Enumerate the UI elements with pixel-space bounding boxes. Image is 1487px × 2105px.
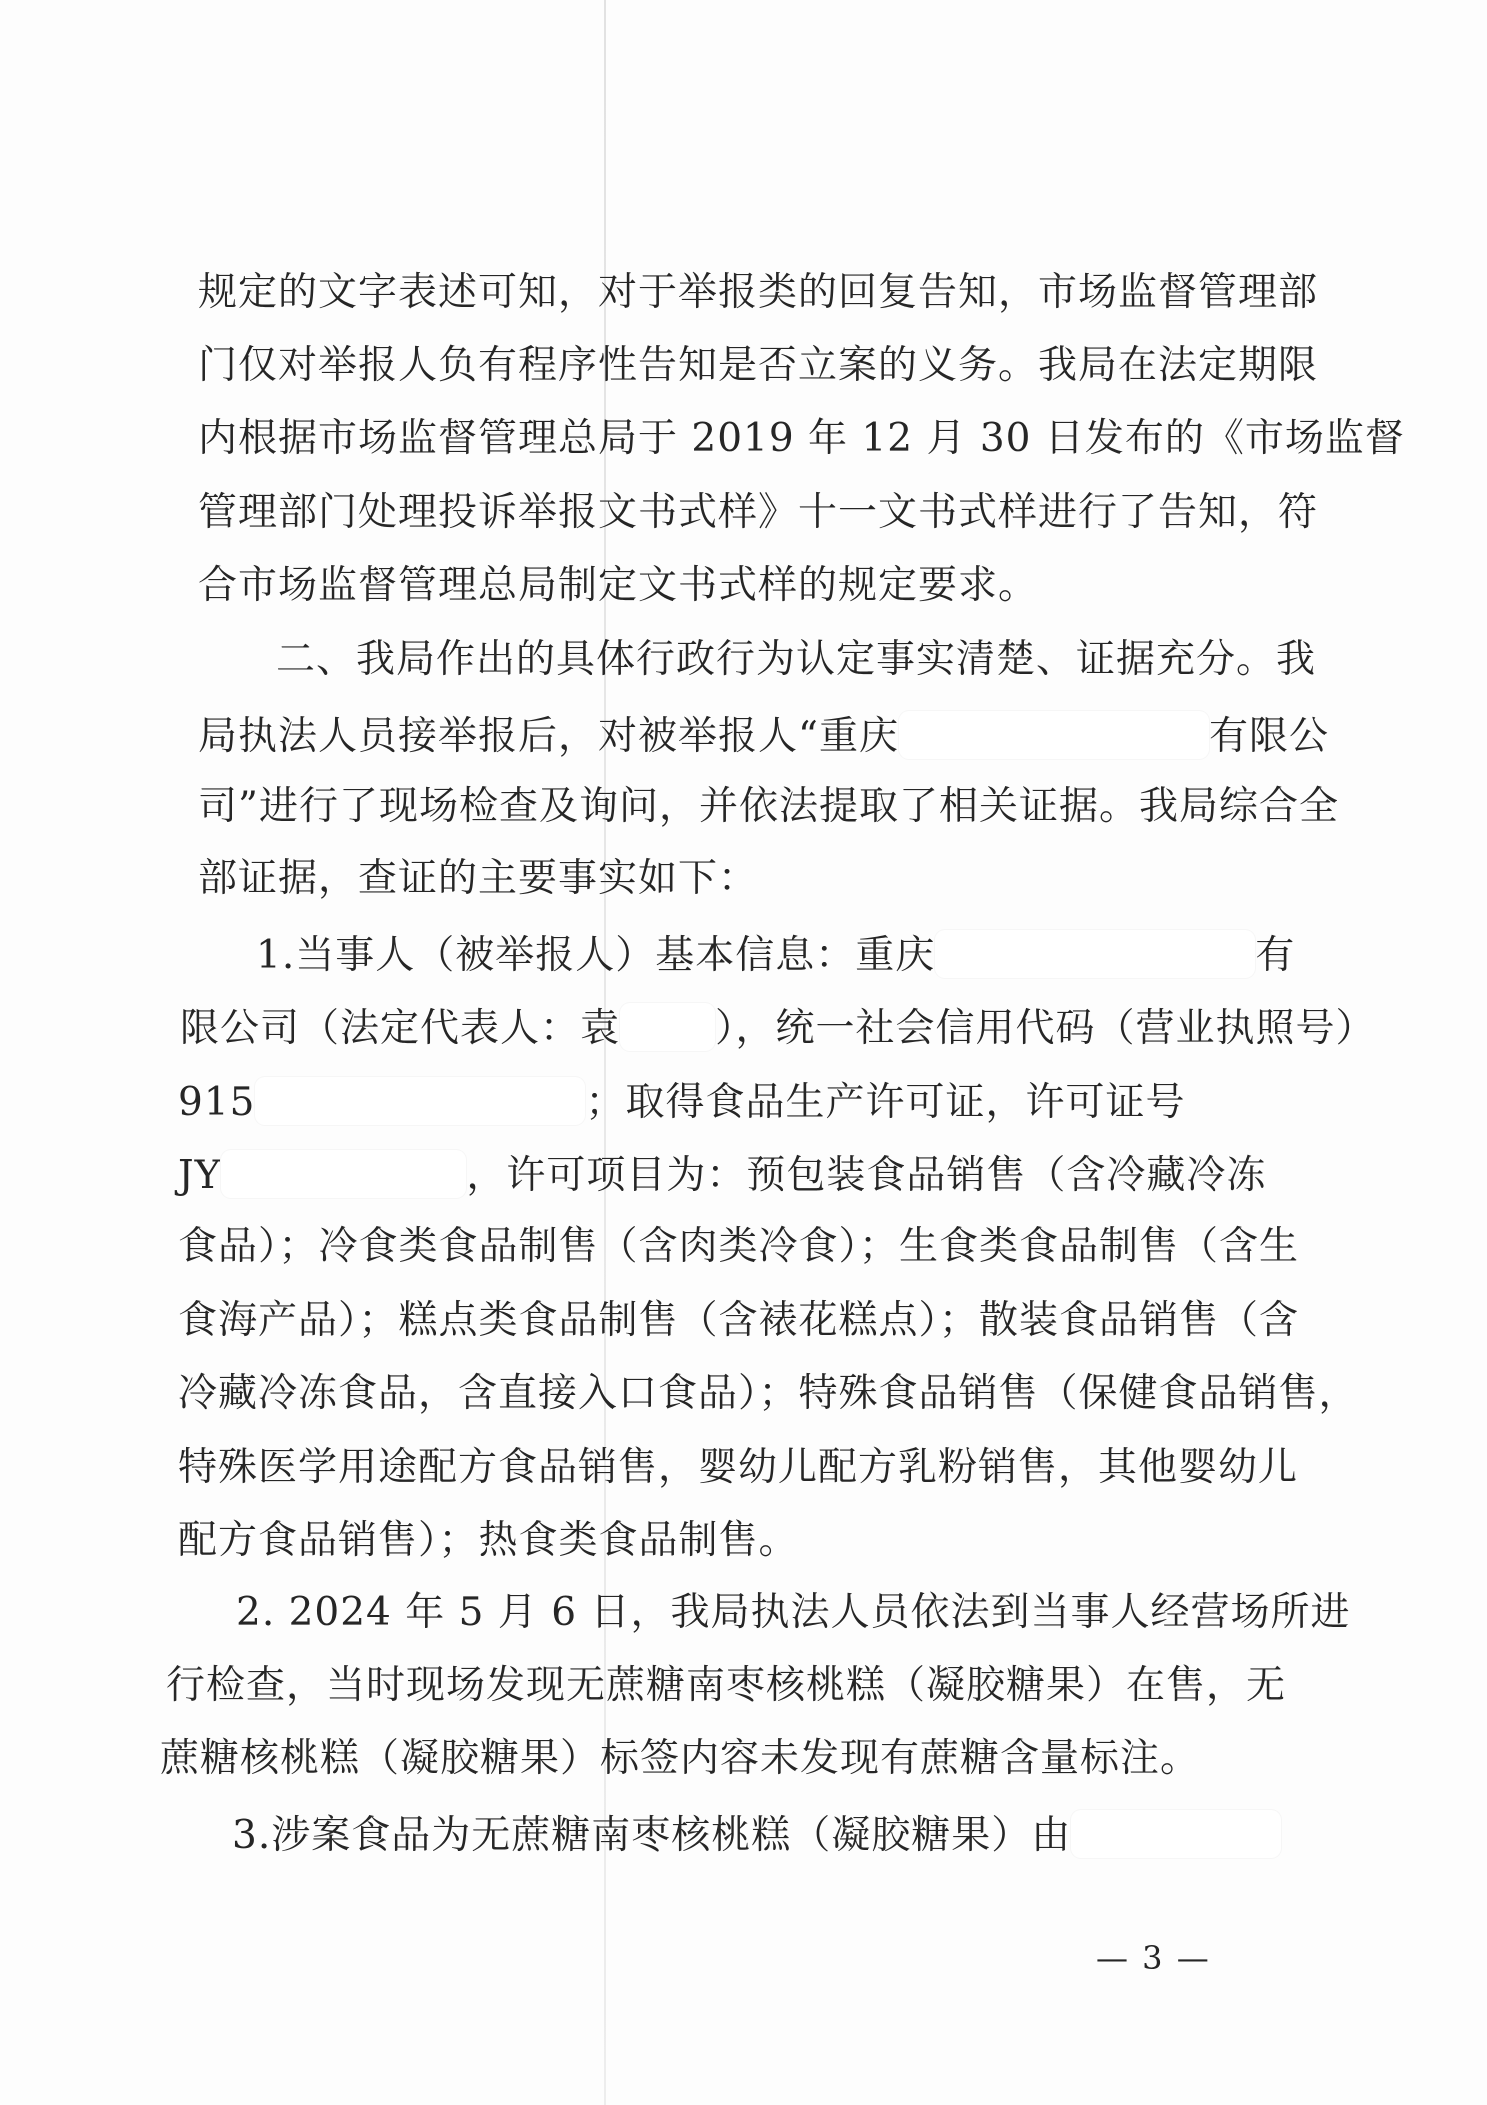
body-line: 规定的文字表述可知，对于举报类的回复告知，市场监督管理部 [198,270,1319,315]
body-line: 配方食品销售）；热食类食品制售。 [178,1518,799,1563]
redaction-box [1071,1810,1281,1858]
body-line: 特殊医学用途配方食品销售，婴幼儿配方乳粉销售，其他婴幼儿 [178,1445,1299,1490]
redaction-box [935,930,1255,978]
body-line: 管理部门处理投诉举报文书式样》十一文书式样进行了告知，符 [198,490,1319,535]
redaction-box [899,711,1209,759]
redaction-box [221,1150,466,1198]
body-line: 915 ；取得食品生产许可证，许可证号 [178,1077,1278,1126]
body-line: 1.当事人（被举报人）基本信息：重庆 有 [256,930,1356,979]
body-line: 食品）；冷食类食品制售（含肉类冷食）；生食类食品制售（含生 [178,1224,1300,1269]
redaction-box [620,1003,715,1051]
body-line: 二、我局作出的具体行政行为认定事实清楚、证据充分。我 [276,637,1317,682]
body-line: 内根据市场监督管理总局于 2019 年 12 月 30 日发布的《市场监督 [198,416,1405,461]
body-line: 食海产品）；糕点类食品制售（含裱花糕点）；散装食品销售（含 [178,1298,1300,1343]
body-line: 2. 2024 年 5 月 6 日，我局执法人员依法到当事人经营场所进 [236,1590,1351,1635]
body-line: 部证据，查证的主要事实如下： [198,856,759,901]
body-line: 门仅对举报人负有程序性告知是否立案的义务。我局在法定期限 [198,343,1319,388]
body-line: 冷藏冷冻食品，含直接入口食品）；特殊食品销售（保健食品销售， [178,1371,1359,1416]
body-line: 司”进行了现场检查及询问，并依法提取了相关证据。我局综合全 [198,784,1339,829]
page-number: — 3 — [1096,1939,1211,1977]
body-line: 3.涉案食品为无蔗糖南枣核桃糕（凝胶糖果）由 [232,1810,1332,1859]
body-line: JY ，许可项目为：预包装食品销售（含冷藏冷冻 [178,1150,1278,1199]
body-line: 蔗糖核桃糕（凝胶糖果）标签内容未发现有蔗糖含量标注。 [160,1736,1201,1781]
body-line: 行检查，当时现场发现无蔗糖南枣核桃糕（凝胶糖果）在售，无 [166,1663,1287,1708]
body-line: 局执法人员接举报后，对被举报人“重庆 有限公 [198,711,1298,760]
redaction-box [255,1077,585,1125]
body-line: 合市场监督管理总局制定文书式样的规定要求。 [198,563,1039,608]
body-line: 限公司（法定代表人：袁 ），统一社会信用代码（营业执照号） [180,1003,1280,1052]
